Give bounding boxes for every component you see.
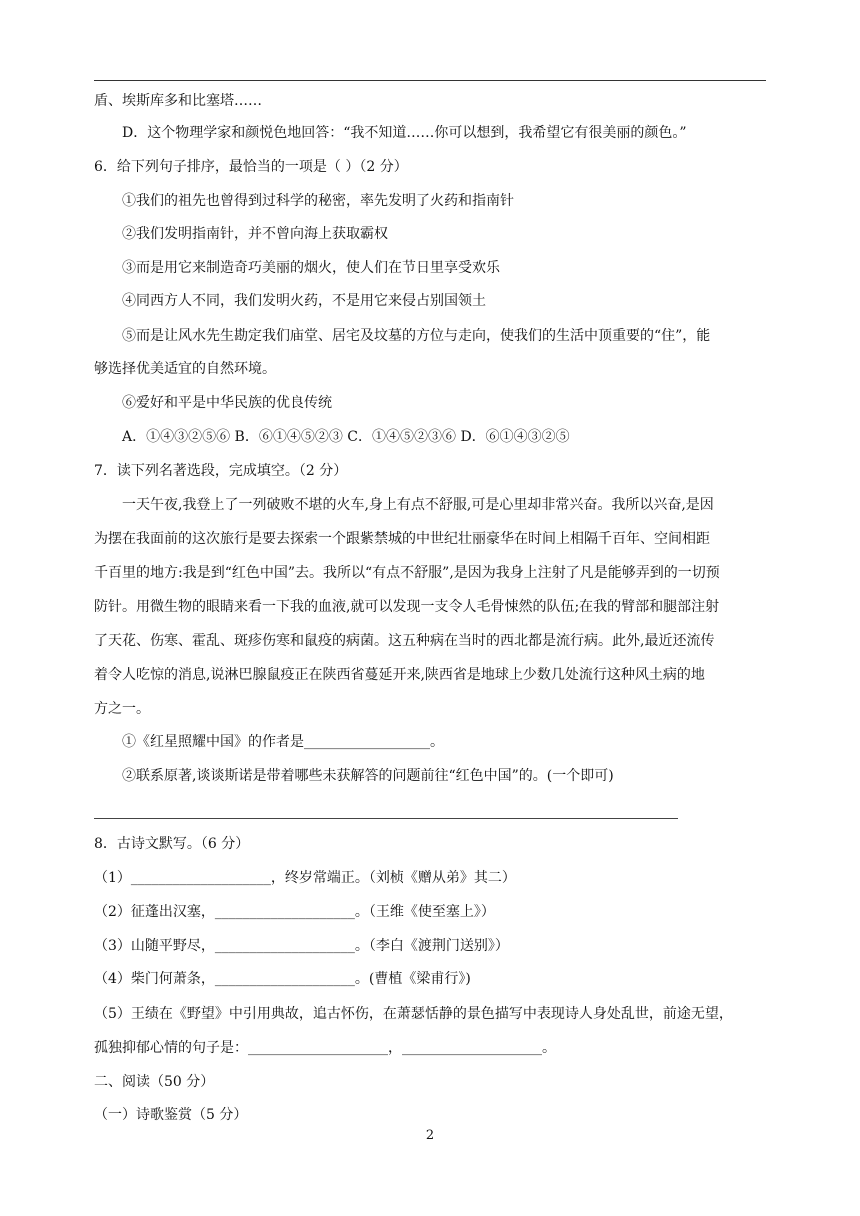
passage-line: 方之一。 <box>94 701 150 717</box>
option-d: D．这个物理学家和颜悦色地回答：“我不知道……你可以想到，我希望它有很美丽的颜色。” <box>122 125 687 141</box>
sentence-5-cont: 够选择优美适宜的自然环境。 <box>94 361 276 377</box>
passage-line: 着令人吃惊的消息,说淋巴腺鼠疫正在陕西省蔓延开来,陕西省是地球上少数几处流行这种风土病的地 <box>94 667 705 683</box>
passage-line: 一天午夜,我登上了一列破败不堪的火车,身上有点不舒服,可是心里却非常兴奋。我所以兴奋,是因 <box>122 497 714 513</box>
question-7-item-1: ①《红星照耀中国》的作者是__________________。 <box>122 734 444 750</box>
question-7-item-2: ②联系原著,谈谈斯诺是带着哪些未获解答的问题前往“红色中国”的。(一个即可) <box>122 768 614 784</box>
question-8-item-3: （3）山随平野尽，____________________。（李白《渡荆门送别》） <box>94 938 509 954</box>
question-8-item-1: （1）____________________，终岁常端正。（刘桢《赠从弟》其二） <box>94 870 516 886</box>
sentence-6: ⑥爱好和平是中华民族的优良传统 <box>122 395 332 411</box>
sentence-2: ②我们发明指南针，并不曾向海上获取霸权 <box>122 226 388 242</box>
passage-line: 防针。用微生物的眼睛来看一下我的血液,就可以发现一支令人毛骨悚然的队伍;在我的臂部和腿部注射 <box>94 599 720 615</box>
question-8-item-5: （5）王绩在《野望》中引用典故，追古怀伤，在萧瑟恬静的景色描写中表现诗人身处乱世，前途无望， <box>94 1006 733 1022</box>
subsection-poetry-heading: （一）诗歌鉴赏（5 分） <box>94 1107 248 1123</box>
section-reading-heading: 二、阅读（50 分） <box>94 1074 215 1090</box>
sentence-1: ①我们的祖先也曾得到过科学的秘密，率先发明了火药和指南针 <box>122 193 514 209</box>
passage-line: 了天花、伤寒、霍乱、斑疹伤寒和鼠疫的病菌。这五种病在当时的西北都是流行病。此外,最近还流传 <box>94 633 715 649</box>
question-8-stem: 8．古诗文默写。（6 分） <box>94 836 250 852</box>
passage-line: 为摆在我面前的这次旅行是要去探索一个跟紫禁城的中世纪壮丽豪华在时间上相隔千百年、空间相距 <box>94 531 710 547</box>
question-6-stem: 6．给下列句子排序，最恰当的一项是（ ）（2 分） <box>94 159 408 175</box>
sentence-4: ④同西方人不同，我们发明火药，不是用它来侵占别国领土 <box>122 293 486 309</box>
answer-line <box>94 818 678 819</box>
question-8-item-4: （4）柴门何萧条，____________________。(曹植《梁甫行》) <box>94 971 471 987</box>
header-rule <box>94 80 766 81</box>
page-number: 2 <box>425 1128 435 1143</box>
sentence-5: ⑤而是让风水先生勘定我们庙堂、居宅及坟墓的方位与走向，使我们的生活中顶重要的“住”，能 <box>122 328 711 344</box>
sentence-3: ③而是用它来制造奇巧美丽的烟火，使人们在节日里享受欢乐 <box>122 260 500 276</box>
question-7-stem: 7．读下列名著选段，完成填空。（2 分） <box>94 463 348 479</box>
question-6-options: A．①④③②⑤⑥ B．⑥①④⑤②③ C．①④⑤②③⑥ D．⑥①④③②⑤ <box>122 429 570 445</box>
question-8-item-2: （2）征蓬出汉塞，____________________。（王维《使至塞上》） <box>94 904 495 920</box>
text-line: 盾、埃斯库多和比塞塔…… <box>94 93 262 109</box>
question-8-item-5-cont: 孤独抑郁心情的句子是：____________________，____________________。 <box>94 1040 556 1056</box>
passage-line: 千百里的地方:我是到“红色中国”去。我所以“有点不舒服”,是因为我身上注射了凡是能够弄到的一切预 <box>94 565 720 581</box>
